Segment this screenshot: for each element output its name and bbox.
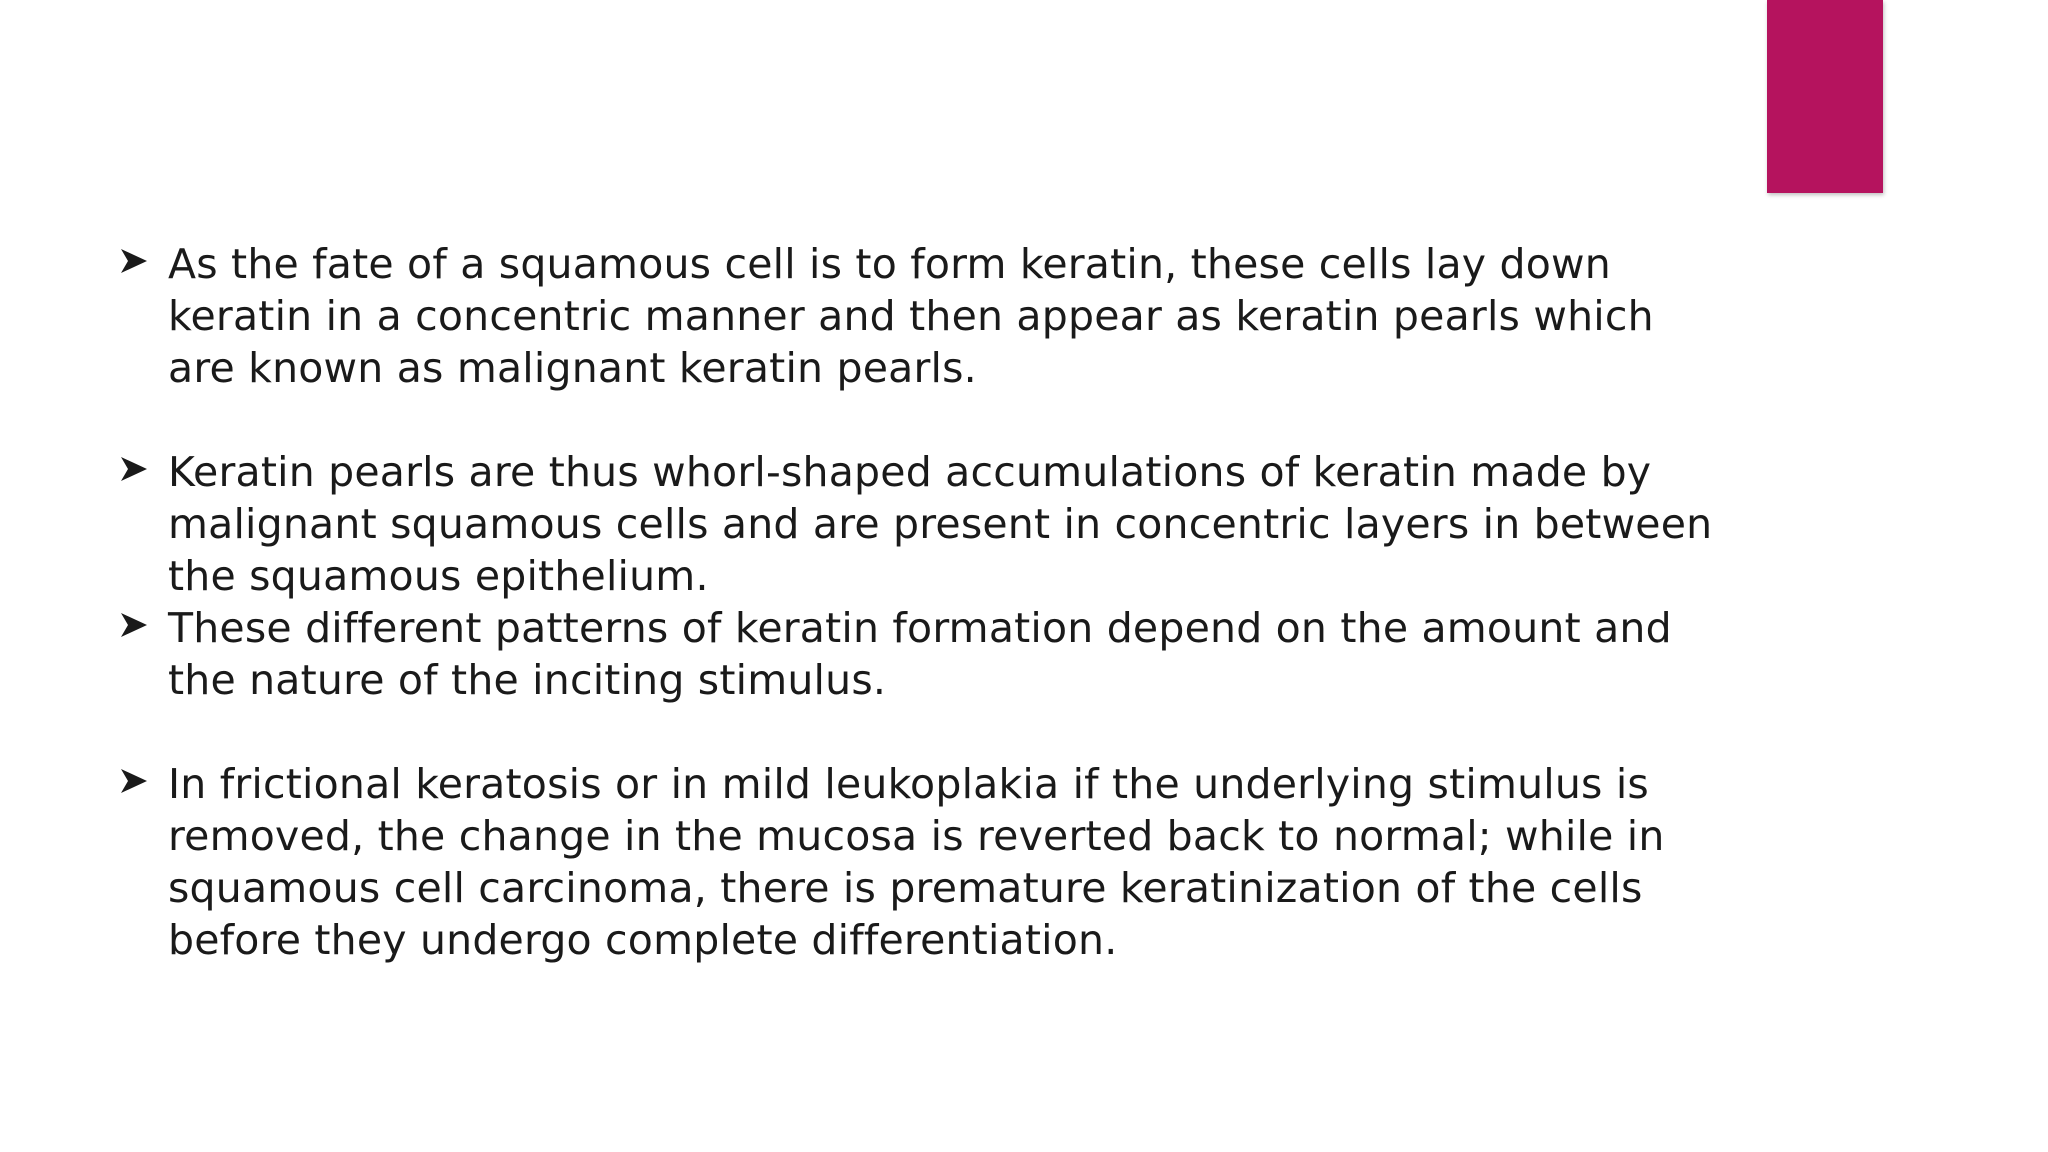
slide-content bbox=[118, 238, 1758, 966]
bullet-1-line-1: As the fate of a squamous cell is to form keratin, these cells lay down bbox=[168, 240, 1611, 288]
bullet-3-line-2: the nature of the inciting stimulus. bbox=[168, 656, 887, 704]
bullet-item-4 bbox=[118, 758, 1758, 966]
bullet-2-line-2: malignant squamous cells and are present in concentric layers in between bbox=[168, 500, 1713, 548]
bullet-4-line-1: In frictional keratosis or in mild leukoplakia if the underlying stimulus is bbox=[168, 760, 1649, 808]
bullet-3-line-1: These different patterns of keratin formation depend on the amount and bbox=[168, 604, 1672, 652]
bullet-4-line-2: removed, the change in the mucosa is reverted back to normal; while in bbox=[168, 812, 1665, 860]
bullet-4-line-4: before they undergo complete differentiation. bbox=[168, 916, 1118, 964]
bullet-1-line-2: keratin in a concentric manner and then appear as keratin pearls which bbox=[168, 292, 1654, 340]
accent-bar bbox=[1767, 0, 1883, 193]
arrowhead-bullet-icon bbox=[118, 602, 154, 654]
bullet-item-1 bbox=[118, 238, 1758, 394]
bullet-2-line-1: Keratin pearls are thus whorl-shaped accumulations of keratin made by bbox=[168, 448, 1652, 496]
bullet-1-line-3: are known as malignant keratin pearls. bbox=[168, 344, 977, 392]
bullet-item-2 bbox=[118, 446, 1758, 602]
bullet-4-line-3: squamous cell carcinoma, there is premature keratinization of the cells bbox=[168, 864, 1643, 912]
arrowhead-bullet-icon bbox=[118, 446, 154, 498]
bullet-2-line-3: the squamous epithelium. bbox=[168, 552, 709, 600]
bullet-item-3 bbox=[118, 602, 1758, 706]
arrowhead-bullet-icon bbox=[118, 758, 154, 810]
arrowhead-bullet-icon bbox=[118, 238, 154, 290]
